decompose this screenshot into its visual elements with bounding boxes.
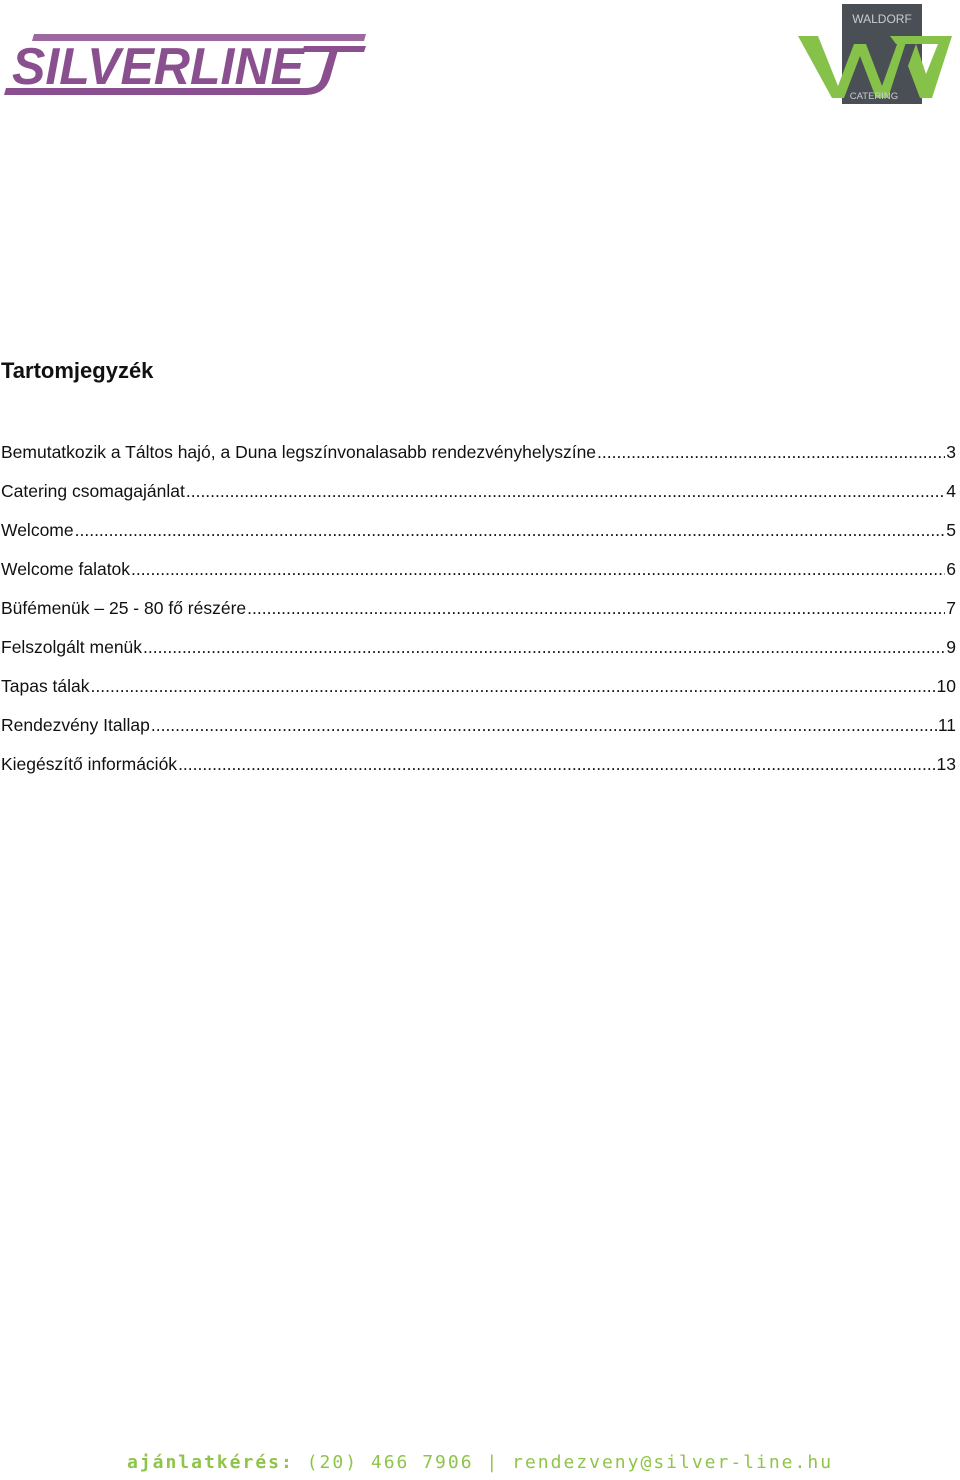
toc-entry-label: Catering csomagajánlat [1, 481, 185, 501]
footer-email[interactable]: rendezveny@silver-line.hu [512, 1452, 834, 1473]
toc-title: Tartomjegyzék [1, 358, 154, 383]
waldorf-catering-logo [796, 4, 954, 104]
toc-entry[interactable] [1, 440, 956, 479]
waldorf-logo-top-text: WALDORF [852, 12, 912, 26]
toc-entry[interactable] [1, 752, 956, 791]
toc-dot-leader [143, 635, 945, 660]
toc-list [1, 440, 956, 791]
toc-dot-leader [186, 479, 945, 504]
silverline-logo [4, 28, 368, 100]
toc-dot-leader [597, 440, 945, 465]
toc-entry-label: Bemutatkozik a Táltos hajó, a Duna legszínvonalasabb rendezvényhelyszíne [1, 442, 597, 462]
toc-entry[interactable] [1, 674, 956, 713]
toc-dot-leader [151, 713, 937, 738]
toc-dot-leader [178, 752, 935, 777]
toc-entry-label: Büfémenük – 25 - 80 fő részére [1, 598, 247, 618]
toc-dot-leader [247, 596, 945, 621]
page-header [0, 0, 960, 120]
toc-entry[interactable] [1, 635, 956, 674]
toc-dot-leader [91, 674, 936, 699]
toc-dot-leader [131, 557, 945, 582]
toc-entry[interactable] [1, 713, 956, 752]
footer-lead: ajánlatkérés: [126, 1452, 294, 1473]
waldorf-logo-bottom-text: CATERING [849, 91, 899, 102]
toc-entry-page: 7 [946, 598, 956, 618]
toc-entry-page: 9 [946, 637, 956, 657]
toc-entry-page: 5 [946, 520, 956, 540]
toc-dot-leader [75, 518, 946, 543]
toc-entry-label: Welcome falatok [1, 559, 131, 579]
silverline-logo-text: SILVERLINE [12, 38, 306, 96]
toc-entry-label: Rendezvény Itallap [1, 715, 150, 735]
toc-entry[interactable] [1, 518, 956, 557]
toc-entry[interactable] [1, 596, 956, 635]
toc-entry-page: 13 [936, 754, 956, 774]
toc-entry-page: 6 [946, 559, 956, 579]
toc-entry-label: Kiegészítő információk [1, 754, 178, 774]
contact-footer [0, 1452, 960, 1473]
toc-entry-label: Tapas tálak [1, 676, 90, 696]
footer-separator: | [486, 1452, 500, 1473]
toc-entry-page: 11 [937, 715, 956, 735]
toc-entry-page: 4 [946, 481, 956, 501]
toc-entry-label: Welcome [1, 520, 74, 540]
footer-phone[interactable]: (20) 466 7906 [306, 1452, 474, 1473]
toc-entry-label: Felszolgált menük [1, 637, 143, 657]
toc-entry[interactable] [1, 479, 956, 518]
toc-entry-page: 10 [936, 676, 956, 696]
toc-entry-page: 3 [946, 442, 956, 462]
toc-entry[interactable] [1, 557, 956, 596]
